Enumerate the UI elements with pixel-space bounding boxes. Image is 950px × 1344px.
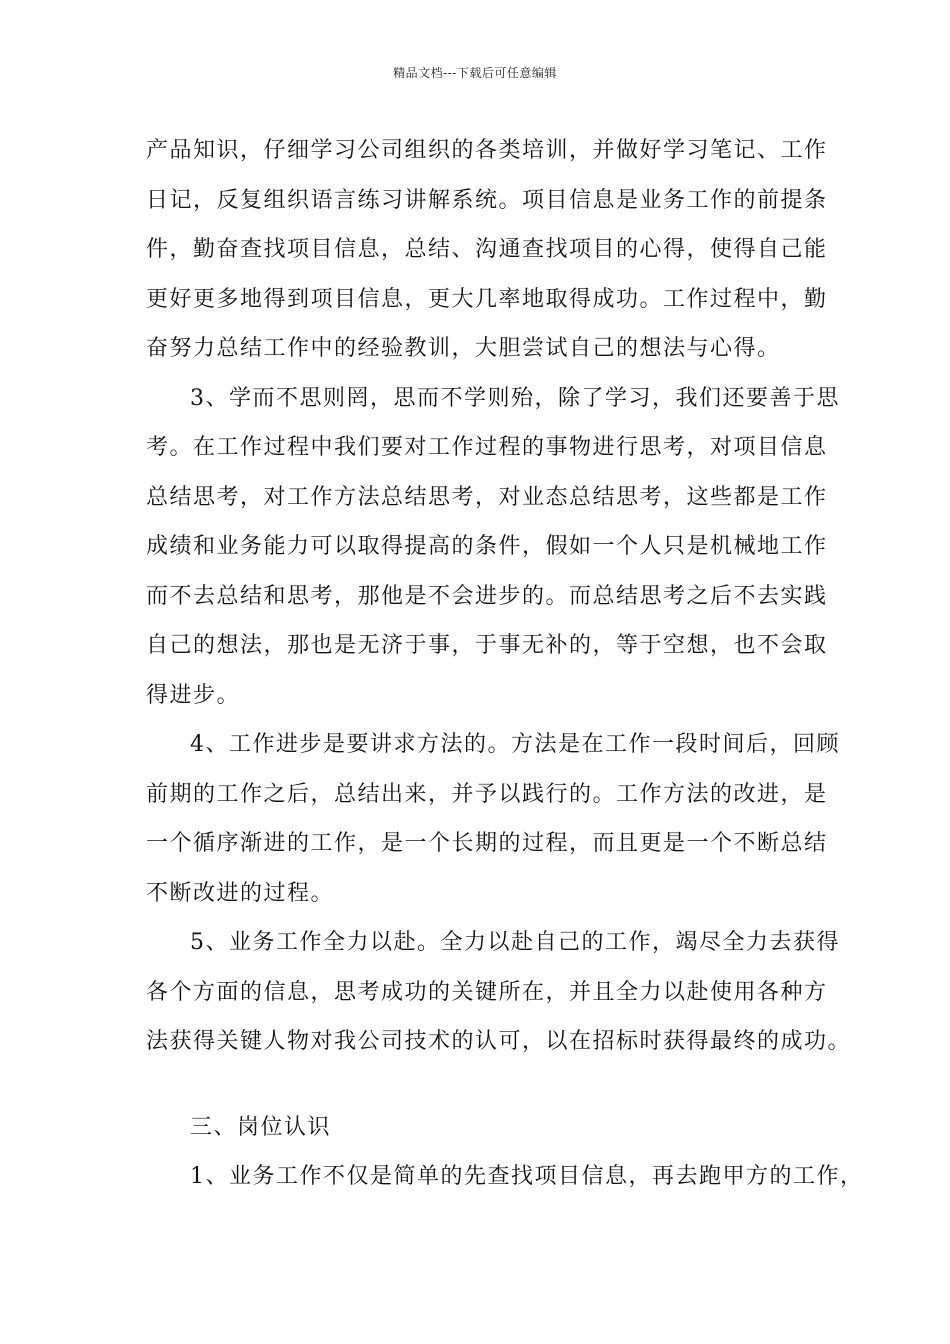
text-line: 更好更多地得到项目信息，更大几率地取得成功。工作过程中，勤 <box>146 286 828 312</box>
text-line: 5、业务工作全力以赴。全力以赴自己的工作，竭尽全力去获得 <box>190 930 840 955</box>
text-line: 总结思考，对工作方法总结思考，对业态总结思考，这些都是工作 <box>146 484 828 510</box>
text-line: 奋努力总结工作中的经验教训，大胆尝试自己的想法与心得。 <box>146 336 781 361</box>
document-body <box>146 126 864 1202</box>
text-line: 产品知识，仔细学习公司组织的各类培训，并做好学习笔记、工作 <box>146 138 828 163</box>
text-line: 4、工作进步是要讲求方法的。方法是在工作一段时间后，回顾 <box>190 732 840 757</box>
paragraph <box>146 720 840 918</box>
text-line: 一个循序渐进的工作，是一个长期的过程，而且更是一个不断总结 <box>146 831 828 856</box>
text-line: 法获得关键人物对我公司技术的认可，以在招标时获得最终的成功。 <box>146 1029 852 1054</box>
text-line: 自己的想法，那也是无济于事，于事无补的，等于空想，也不会取 <box>146 633 828 658</box>
text-line: 得进步。 <box>146 682 241 708</box>
text-line: 3、学而不思则罔，思而不学则殆，除了学习，我们还要善于思 <box>190 385 840 411</box>
paragraph <box>146 374 840 721</box>
text-line: 各个方面的信息，思考成功的关键所在，并且全力以赴使用各种方 <box>146 979 828 1005</box>
page-header: 精品文档---下载后可任意编辑 <box>393 66 557 80</box>
text-line: 日记，反复组织语言练习讲解系统。项目信息是业务工作的前提条 <box>146 187 828 213</box>
section-heading: 三、岗位认识 <box>190 1114 332 1140</box>
paragraph <box>146 918 852 1067</box>
text-line: 不断改进的过程。 <box>146 880 335 906</box>
text-line: 而不去总结和思考，那他是不会进步的。而总结思考之后不去实践 <box>146 583 828 609</box>
text-line: 件，勤奋查找项目信息，总结、沟通查找项目的心得，使得自己能 <box>146 237 828 262</box>
section-spacer <box>146 1067 814 1103</box>
paragraph <box>146 126 828 374</box>
section <box>146 1103 864 1202</box>
text-line: 前期的工作之后，总结出来，并予以践行的。工作方法的改进，是 <box>146 781 828 807</box>
text-line: 1、业务工作不仅是简单的先查找项目信息，再去跑甲方的工作， <box>190 1164 864 1189</box>
text-line: 成绩和业务能力可以取得提高的条件，假如一个人只是机械地工作 <box>146 534 828 559</box>
text-line: 考。在工作过程中我们要对工作过程的事物进行思考，对项目信息 <box>146 435 828 460</box>
